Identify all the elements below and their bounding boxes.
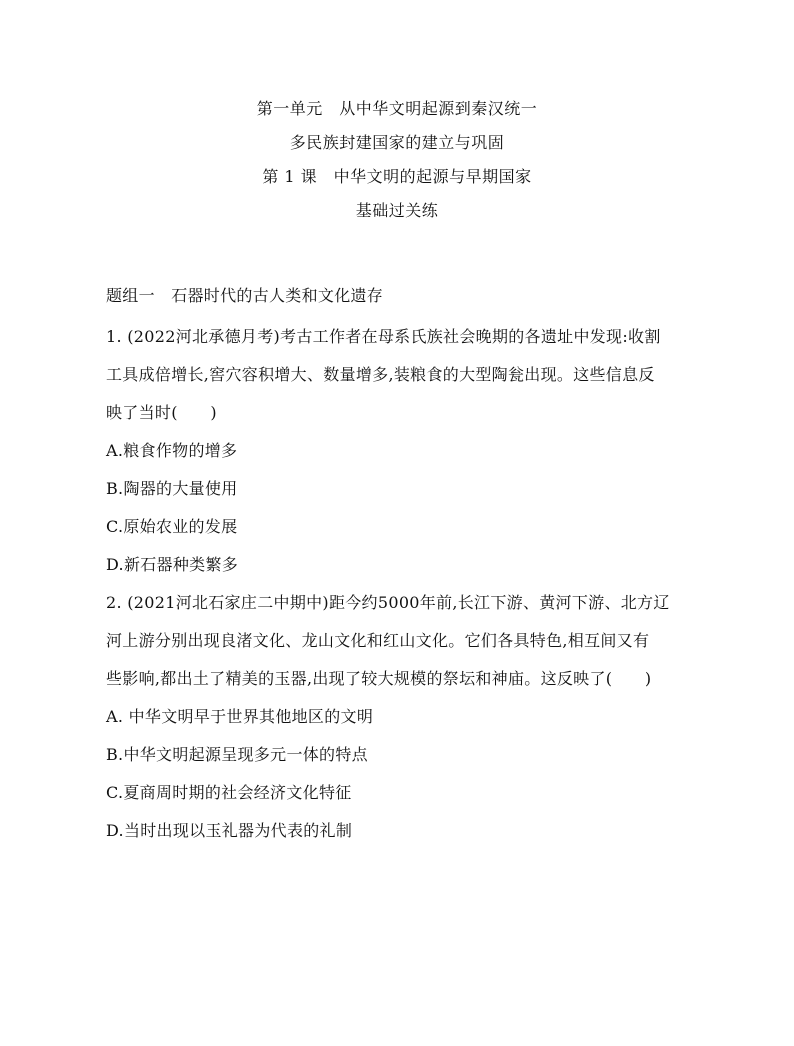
question-2 — [106, 584, 686, 850]
option-b: B.陶器的大量使用 — [106, 479, 238, 498]
question-stem-line: 1. (2022河北承德月考)考古工作者在母系氏族社会晚期的各遗址中发现:收割 — [106, 327, 661, 346]
option-d: D.当时出现以玉礼器为代表的礼制 — [106, 821, 353, 840]
unit-title: 第一单元 从中华文明起源到秦汉统一 — [256, 99, 538, 118]
option-a: A.粮食作物的增多 — [106, 441, 238, 460]
option-a: A. 中华文明早于世界其他地区的文明 — [106, 707, 374, 726]
unit-subtitle: 多民族封建国家的建立与巩固 — [289, 133, 505, 152]
option-d: D.新石器种类繁多 — [106, 555, 239, 574]
question-stem-line: 些影响,都出土了精美的玉器,出现了较大规模的祭坛和神庙。这反映了( ) — [106, 669, 652, 688]
question-stem-line: 工具成倍增长,窖穴容积增大、数量增多,装粮食的大型陶瓮出现。这些信息反 — [106, 365, 655, 384]
option-b: B.中华文明起源呈现多元一体的特点 — [106, 745, 368, 764]
question-content — [106, 282, 686, 850]
question-stem-line: 2. (2021河北石家庄二中期中)距今约5000年前,长江下游、黄河下游、北方辽 — [106, 593, 670, 612]
group-heading: 题组一 石器时代的古人类和文化遗存 — [106, 286, 384, 305]
question-stem-line: 映了当时( ) — [106, 403, 217, 422]
title-block — [0, 92, 794, 228]
lesson-title: 第 1 课 中华文明的起源与早期国家 — [262, 167, 532, 186]
option-c: C.夏商周时期的社会经济文化特征 — [106, 783, 352, 802]
question-stem-line: 河上游分别出现良渚文化、龙山文化和红山文化。它们各具特色,相互间又有 — [106, 631, 650, 650]
question-1 — [106, 318, 686, 584]
option-c: C.原始农业的发展 — [106, 517, 238, 536]
section-title: 基础过关练 — [355, 201, 439, 220]
